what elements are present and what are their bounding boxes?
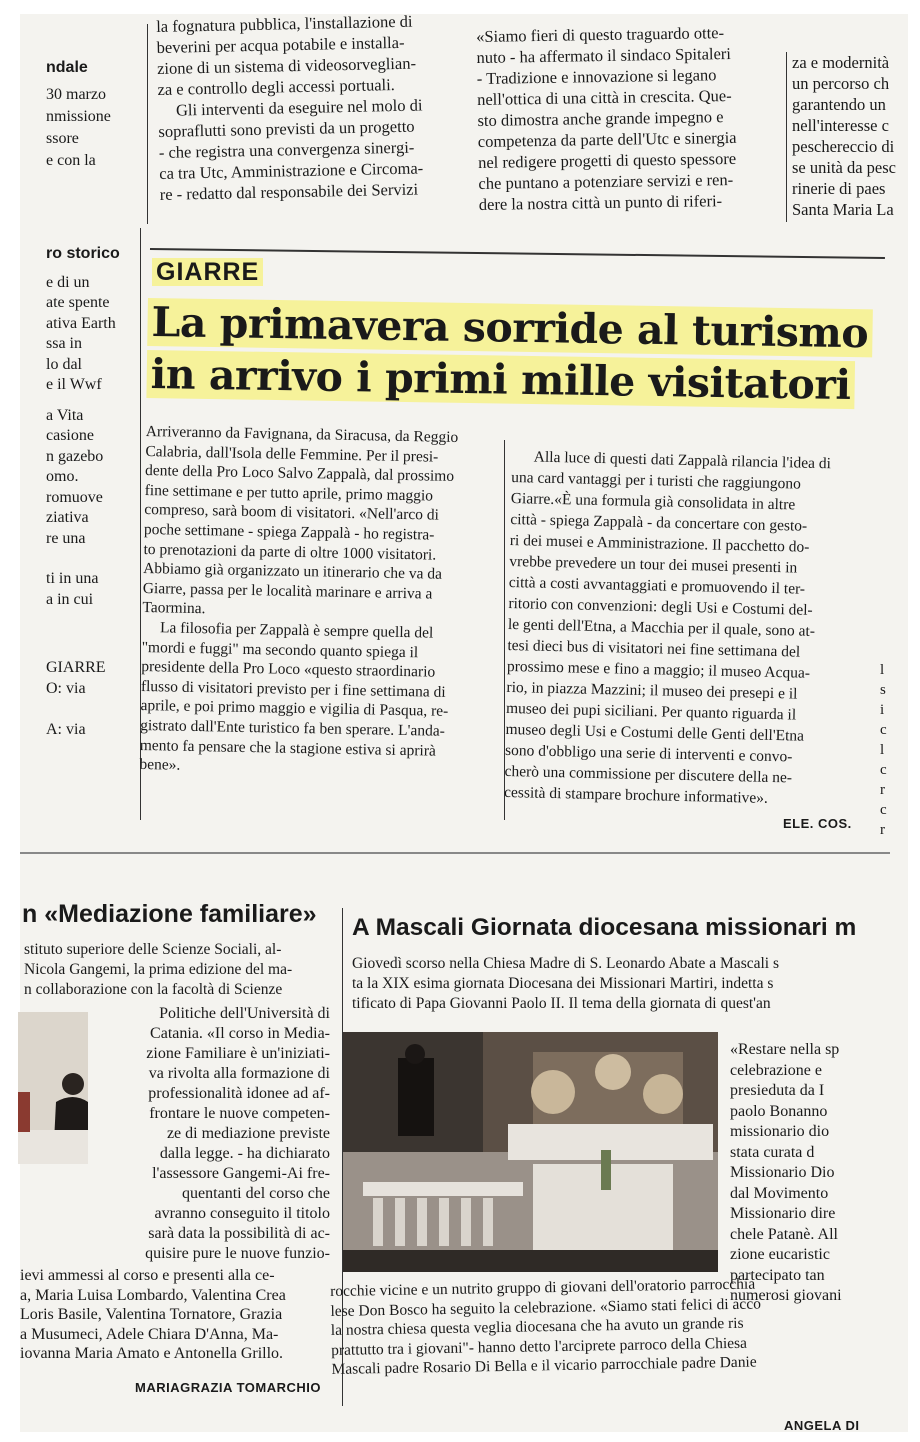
text-line: 30 marzo [46,85,106,103]
text-line: garantendo un [792,95,886,114]
text-line: nell'ottica di una città in crescita. Que- [477,85,732,109]
text-line: re - redatto dal responsabile dei Servizi [159,179,419,204]
text-line: ze di mediazione previste [166,1125,330,1142]
text-line: Missionario Dio [730,1164,835,1181]
story-lines [46,406,136,550]
text-fragment: c [880,762,887,778]
text-line: missionario dio [730,1123,830,1140]
text-line: la fognatura pubblica, l'installazione di [156,11,413,36]
mascali-column [730,1040,878,1307]
text-line: museo dei pupi siciliani. Per quanto riguarda il [505,699,797,724]
mediazione-headline: n «Mediazione familiare» [22,900,317,928]
top-article-column-2 [476,21,779,215]
text-line: gistrato dall'Ente turistico fa ben sperare. L'anda- [140,716,445,740]
column-rule [147,24,148,224]
text-line: ssa in [46,335,82,352]
text-line: flusso di visitatori previsto per i fine settimana di [140,677,446,701]
text-line: museo degli Usi e Costumi delle Genti dell'Etna [505,720,805,745]
text-line: dente della Pro Loco Salvo Zappalà, dal prossimo [144,462,455,486]
text-line: za e controllo degli accessi portuali. [157,75,396,99]
mediazione-column [100,1004,330,1264]
text-line: Giovedì scorso nella Chiesa Madre di S. Leonardo Abate a Mascali s [352,955,779,972]
text-line: Arriveranno da Favignana, da Siracusa, da Reggio [145,422,459,446]
text-line: ca tra Utc, Amministrazione e Circoma- [159,158,424,183]
text-fragment: r [880,822,885,838]
text-line: nuto - ha affermato il sindaco Spitaleri [476,44,732,67]
text-fragment: l [880,662,885,678]
mediazione-intro [24,940,339,1000]
text-line: ritorio con convenzioni: degli Usi e Costumi del- [508,594,813,619]
story-lines [46,273,136,396]
text-line: n collaborazione con la facoltà di Scienze [24,981,283,998]
text-line: prossimo mese e fino a maggio; il museo Acqua- [506,657,811,682]
text-line: omo. [46,468,79,485]
text-line: stituto superiore delle Scienze Sociali, al- [24,941,282,958]
text-line: nel redigere progetti di questo spessore [477,148,737,172]
text-line: compreso, sarà boom di visitatori. «Nell'arco di [144,501,440,525]
text-line: e il Wwf [46,376,102,393]
text-line: presidente della Pro Loco «questo straordinario [141,658,436,681]
text-fragment: c [880,722,887,738]
article-headline [146,296,888,412]
text-line: ri dei musei e Amministrazione. Il pacchetto do- [509,531,810,556]
church-photo [343,1032,718,1272]
mascali-intro [352,954,877,1014]
text-line: avranno conseguito il titolo [154,1205,330,1222]
text-line: tificato di Papa Giovanni Paolo II. Il tema della giornata di quest'an [352,995,771,1012]
text-line: stata curata d [730,1143,815,1161]
text-line: chele Patanè. All [730,1225,838,1243]
article-column-2 [504,446,874,811]
text-line: ate spente [46,294,110,311]
text-line: «Siamo fieri di questo traguardo otte- [476,23,725,46]
article-kicker: GIARRE [152,258,263,287]
text-line: la nostra chiesa questa veglia diocesana che ha avuto un grande ris [330,1314,744,1340]
text-line: a in cui [46,590,94,608]
text-line: rinerie di paes [792,179,886,198]
text-line: professionalità idonee ad af- [148,1085,330,1102]
mascali-conclusion [330,1272,880,1380]
text-line: presieduta da I [730,1082,825,1099]
text-line: una card vantaggi per i turisti che raggiungono [511,468,802,493]
text-line: rio, in piazza Mazzini; il museo dei presepi e il [506,678,798,703]
text-line: Taormina. [142,599,206,618]
text-line: frontare le nuove competen- [149,1105,330,1122]
top-article-column-1 [156,10,470,205]
text-line: fine settimane e per tutto aprile, primo maggio [144,481,434,505]
text-line: a Vita [46,406,84,424]
story-lines [46,569,136,610]
text-line: l'assessore Gangemi-Ai fre- [152,1165,330,1182]
text-line: lese Don Bosco ha seguito la celebrazione. «Siamo stati felici di acco [330,1295,762,1320]
text-line: città a costi avvantaggiati e promuovendo il ter- [508,573,806,598]
text-line: rocchie vicine e un nutrito gruppo di giovani dell'oratorio parrocchia [330,1275,756,1300]
text-line: aprile, e poi primo maggio e vigilia di Pasqua, re- [140,697,449,721]
text-line: sono d'obbligo una serie di interventi e convo- [504,741,793,766]
text-line: partecipato tan [730,1266,825,1284]
text-line: A: via [46,720,86,738]
text-line: - che registra una convergenza sinergi- [158,137,415,162]
headline-line-1: La primavera sorride al turismo [147,298,872,357]
text-line: beverini per acqua potabile e installa- [156,32,405,57]
section-divider [20,852,890,854]
text-line: Giarre.«È una formula già consolidata in altre [510,489,796,514]
right-margin-fragments [880,660,900,840]
text-line: GIARRE [46,659,106,676]
text-line: dal Movimento [730,1184,829,1202]
church-photo-svg [343,1032,718,1272]
text-line: se unità da pesc [792,158,897,177]
text-line: sopraflutti sono previsti da un progetto [158,116,415,141]
text-line: mento fa pensare che la stagione estiva si aprirà [139,736,437,760]
mascali-byline: ANGELA DI [784,1418,860,1433]
article-column-1 [139,422,496,781]
text-line: competenza da parte dell'Utc e sinergia [477,127,737,151]
text-line: zione eucaristic [730,1246,830,1263]
text-line: cherò una commissione per discutere della ne- [504,762,793,787]
column-lines [46,84,136,172]
top-article-column-3 [792,52,910,220]
text-line: numerosi giovani [730,1287,842,1304]
column-rule [786,52,787,222]
text-line: lo dal [46,355,82,373]
text-line: vrebbe prevedere un tour dei musei presenti in [509,552,798,577]
text-line: e di un [46,273,90,291]
left-margin-story [46,244,136,740]
text-line: e con la [46,151,96,169]
headline-line-2: in arrivo i primi mille visitatori [146,350,855,409]
seminar-photo-svg [18,1012,88,1164]
text-line: re una [46,529,86,547]
text-line: ti in una [46,570,99,587]
text-fragment: i [880,702,885,718]
text-line: Calabria, dall'Isola delle Femmine. Per il presi- [145,442,439,466]
text-line: ziativa [46,509,89,526]
text-line: cessità di stampare brochure informative». [503,783,769,807]
mediazione-names [20,1266,335,1364]
text-line: celebrazione e [730,1061,822,1079]
text-line [46,699,136,720]
text-fragment: c [880,802,887,818]
text-line: le genti dell'Etna, a Macchia per il quale, sono at- [507,615,816,640]
text-line: casione [46,427,94,444]
text-line: "mordi e fuggi" ma secondo quanto spiega il [141,638,419,661]
text-line: «Restare nella sp [730,1041,840,1058]
text-line: a Musumeci, Adele Chiara D'Anna, Ma- [20,1325,279,1343]
text-line: prattutto tra i giovani"- hanno detto l'arciprete parroco della Chiesa [331,1334,748,1359]
text-line: Mascali padre Rosario Di Bella e il vicario parrocchiale padre Danie [331,1353,757,1379]
text-fragment: l [880,742,885,758]
text-line: sarà data la possibilità di ac- [148,1225,330,1242]
article-byline: ELE. COS. [783,816,852,831]
text-line: Giarre, passa per le località marinare e arriva a [142,579,433,603]
text-line: nell'interesse c [792,116,889,135]
text-line: zione di un sistema di videosorveglian- [156,53,417,78]
seminar-photo [18,1012,88,1164]
mascali-headline: A Mascali Giornata diocesana missionari m [352,914,857,941]
text-line: dere la nostra città un punto di riferi- [478,191,723,214]
story-lines [46,658,136,740]
text-line: che puntano a potenziare servizi e ren- [478,169,734,193]
text-fragment: s [880,682,886,698]
text-line: n gazebo [46,447,104,465]
text-line: to prenotazioni da parte di oltre 1000 visitatori. [143,540,437,564]
text-line: romuove [46,488,103,506]
text-line: ssore [46,129,79,147]
text-line: Abbiamo già organizzato un itinerario che va da [143,560,443,583]
text-line: ta la XIX esima giornata Diocesana dei Missionari Martiri, indetta s [352,975,774,992]
text-line: tesi dieci bus di visitatori nei fine settimana del [507,636,801,661]
text-line: sto dimostra anche grande impegno e [477,107,724,130]
text-line: O: via [46,679,86,697]
text-line: La filosofia per Zappalà è sempre quella del [159,619,434,642]
text-line: Gli interventi da eseguire nel molo di [175,95,423,120]
top-left-column [46,58,136,172]
text-line: bene». [139,756,181,774]
text-line: Catania. «Il corso in Media- [150,1025,330,1042]
text-line: Politiche dell'Università di [159,1005,330,1022]
text-line: quentanti del corso che [182,1185,330,1202]
text-line: poche settimane - spiega Zappalà - ho registra- [143,520,435,544]
text-line: Nicola Gangemi, la prima edizione del ma- [24,961,293,978]
column-heading: ndale [46,59,88,76]
text-line: Alla luce di questi dati Zappalà rilancia l'idea di [533,448,832,473]
text-fragment: r [880,782,885,798]
text-line: città - spiega Zappalà - da concertare con gesto- [510,510,808,535]
text-line: Loris Basile, Valentina Tornatore, Grazia [20,1306,283,1323]
text-line: - Tradizione e innovazione si legano [476,65,717,88]
text-line: a, Maria Luisa Lombardo, Valentina Crea [20,1286,286,1304]
story-heading: ro storico [46,245,120,262]
text-line: zione Familiare è un'iniziati- [146,1045,330,1062]
text-line: Santa Maria La [792,200,894,219]
text-line: paolo Bonanno [730,1102,828,1120]
mediazione-byline: MARIAGRAZIA TOMARCHIO [135,1380,321,1395]
text-line: ativa Earth [46,314,116,332]
text-line: ievi ammessi al corso e presenti alla ce- [20,1267,275,1284]
text-line: dalla legge. - ha dichiarato [159,1145,330,1162]
text-line: quisire pure le nuove funzio- [145,1245,330,1262]
text-line: peschereccio di [792,137,895,156]
text-line: iovanna Maria Amato e Antonella Grillo. [20,1345,284,1362]
text-line: un percorso ch [792,74,890,93]
text-line: va rivolta alla formazione di [148,1065,330,1082]
text-line: nmissione [46,107,111,125]
text-line: Missionario dire [730,1205,836,1222]
text-line: za e modernità [792,53,890,72]
